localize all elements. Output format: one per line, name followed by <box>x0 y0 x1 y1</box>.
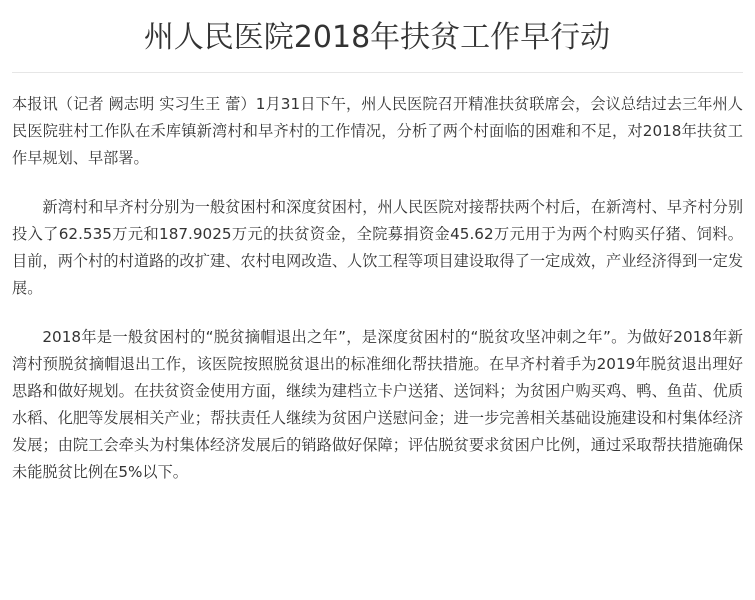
title-divider <box>12 72 743 73</box>
article-paragraph-plan: 2018年是一般贫困村的“脱贫摘帽退出之年”，是深度贫困村的“脱贫攻坚冲刺之年”。为做好2018年新湾村预脱贫摘帽退出工作，该医院按照脱贫退出的标准细化帮扶措施。在早齐村着手为2019年脱贫退出理好思路和做好规划。在扶贫资金使用方面，继续为建档立卡户送猪、送饲料；为贫困户购买鸡、鸭、鱼苗、优质水稻、化肥等发展相关产业；帮扶责任人继续为贫困户送慰问金；进一步完善相关基础设施建设和村集体经济发展；由院工会牵头为村集体经济发展后的销路做好保障；评估脱贫要求贫困户比例，通过采取帮扶措施确保未能脱贫比例在5%以下。 <box>12 328 743 481</box>
article-body <box>12 91 743 508</box>
article-paragraph-funding: 新湾村和早齐村分别为一般贫困村和深度贫困村，州人民医院对接帮扶两个村后，在新湾村、早齐村分别投入了62.535万元和187.9025万元的扶贫资金，全院募捐资金45.62万元用于为两个村购买仔猪、饲料。目前，两个村的村道路的改扩建、农村电网改造、人饮工程等项目建设取得了一定成效，产业经济得到一定发展。 <box>12 198 743 297</box>
article-paragraph-lead: 本报讯（记者 阙志明 实习生王 蕾）1月31日下午，州人民医院召开精准扶贫联席会，会议总结过去三年州人民医院驻村工作队在禾库镇新湾村和早齐村的工作情况，分析了两个村面临的困难和不足，对2018年扶贫工作早规划、早部署。 <box>12 95 743 167</box>
article-title: 州人民医院2018年扶贫工作早行动 <box>143 20 611 55</box>
